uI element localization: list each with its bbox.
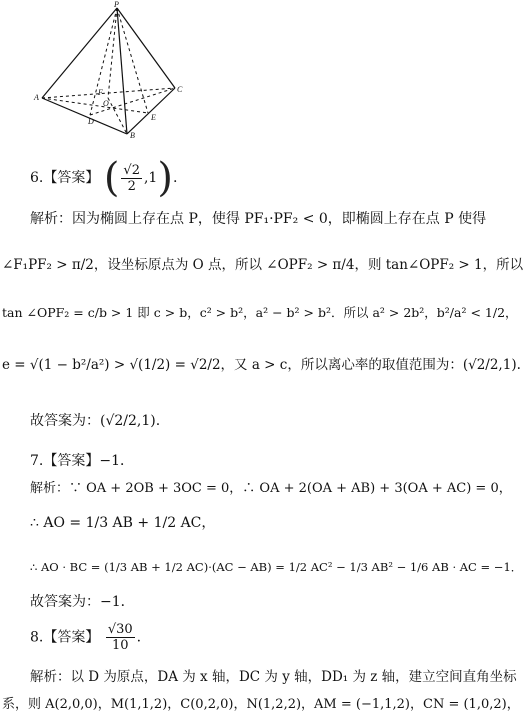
q7-answer-line xyxy=(30,452,134,470)
q6-analysis-line-4: e = √(1 − b²/a²) > √(1/2) = √2/2，又 a > c，所以离心率的取值范围为：(√2/2,1). xyxy=(2,357,521,373)
label-D: D xyxy=(88,117,94,126)
edge-AB xyxy=(42,98,127,134)
q8-answer-line: 8.【答案】 $\frac{√30}{10}$ . xyxy=(30,622,142,653)
q7-answer: −1． xyxy=(99,453,134,469)
q7-final-line: 故答案为：−1． xyxy=(30,594,135,610)
q7-number: 7. xyxy=(30,453,44,469)
q6-number: 6. xyxy=(30,170,44,186)
segment-PO xyxy=(108,8,117,98)
label-A: A xyxy=(34,93,39,102)
label-B: B xyxy=(130,131,135,140)
q6-analysis-line-1: 解析：因为椭圆上存在点 P，使得 PF₁·PF₂ < 0，即椭圆上存在点 P 使得 xyxy=(30,211,487,227)
q8-answer-tag: 【答案】 xyxy=(43,629,100,646)
edge-PB xyxy=(117,8,127,134)
label-E: E xyxy=(151,113,156,122)
q7-analysis-line-2: ∴ AO = 1/3 AB + 1/2 AC， xyxy=(30,515,216,531)
label-O: O xyxy=(103,99,109,108)
segment-AE xyxy=(42,98,148,113)
q6-final-line: 故答案为：(√2/2,1). xyxy=(30,413,161,429)
edge-PA xyxy=(42,8,117,98)
q7-answer-tag: 【答案】 xyxy=(43,453,100,469)
edge-PC xyxy=(117,8,175,88)
q6-answer-line: 6.【答案】 ( $\frac{√2}{2}$ ,1). xyxy=(30,155,178,201)
q6-analysis-line-2: ∠F₁PF₂ > π/2，设坐标原点为 O 点，所以 ∠OPF₂ > π/4，则 tan∠OPF₂ > 1，所以 xyxy=(2,257,524,273)
q8-number: 8. xyxy=(30,629,44,646)
label-F: F xyxy=(98,88,103,97)
q8-analysis-line-1: 解析：以 D 为原点，DA 为 x 轴，DC 为 y 轴，DD₁ 为 z 轴，建立空间直角坐标 xyxy=(30,669,517,685)
q8-answer-fraction: $\frac{√30}{10}$ xyxy=(107,622,133,653)
label-P: P xyxy=(114,0,119,9)
q6-answer-tag: 【答案】 xyxy=(43,170,100,186)
q7-analysis-line-3: ∴ AO · BC = (1/3 AB + 1/2 AC)·(AC − AB) = 1/2 AC² − 1/3 AB² − 1/6 AB · AC = −1． xyxy=(30,560,523,574)
q7-analysis-line-1: 解析：∵ OA + 2OB + 3OC = 0，∴ OA + 2(OA + AB) + 3(OA + AC) = 0， xyxy=(30,481,512,496)
label-C: C xyxy=(177,85,183,94)
q6-analysis-line-3: tan ∠OPF₂ = c/b > 1 即 c > b，c² > b²，a² − b² > b²．所以 a² > 2b²，b²/a² < 1/2， xyxy=(2,305,518,320)
q6-answer-fraction: $\frac{√2}{2}$ xyxy=(123,162,140,194)
pyramid-figure xyxy=(30,0,190,140)
edge-BC xyxy=(127,88,175,134)
q8-analysis-line-2: 系，则 A(2,0,0)，M(1,1,2)，C(0,2,0)，N(1,2,2)，AM = (−1,1,2)，CN = (1,0,2)， xyxy=(2,697,520,712)
